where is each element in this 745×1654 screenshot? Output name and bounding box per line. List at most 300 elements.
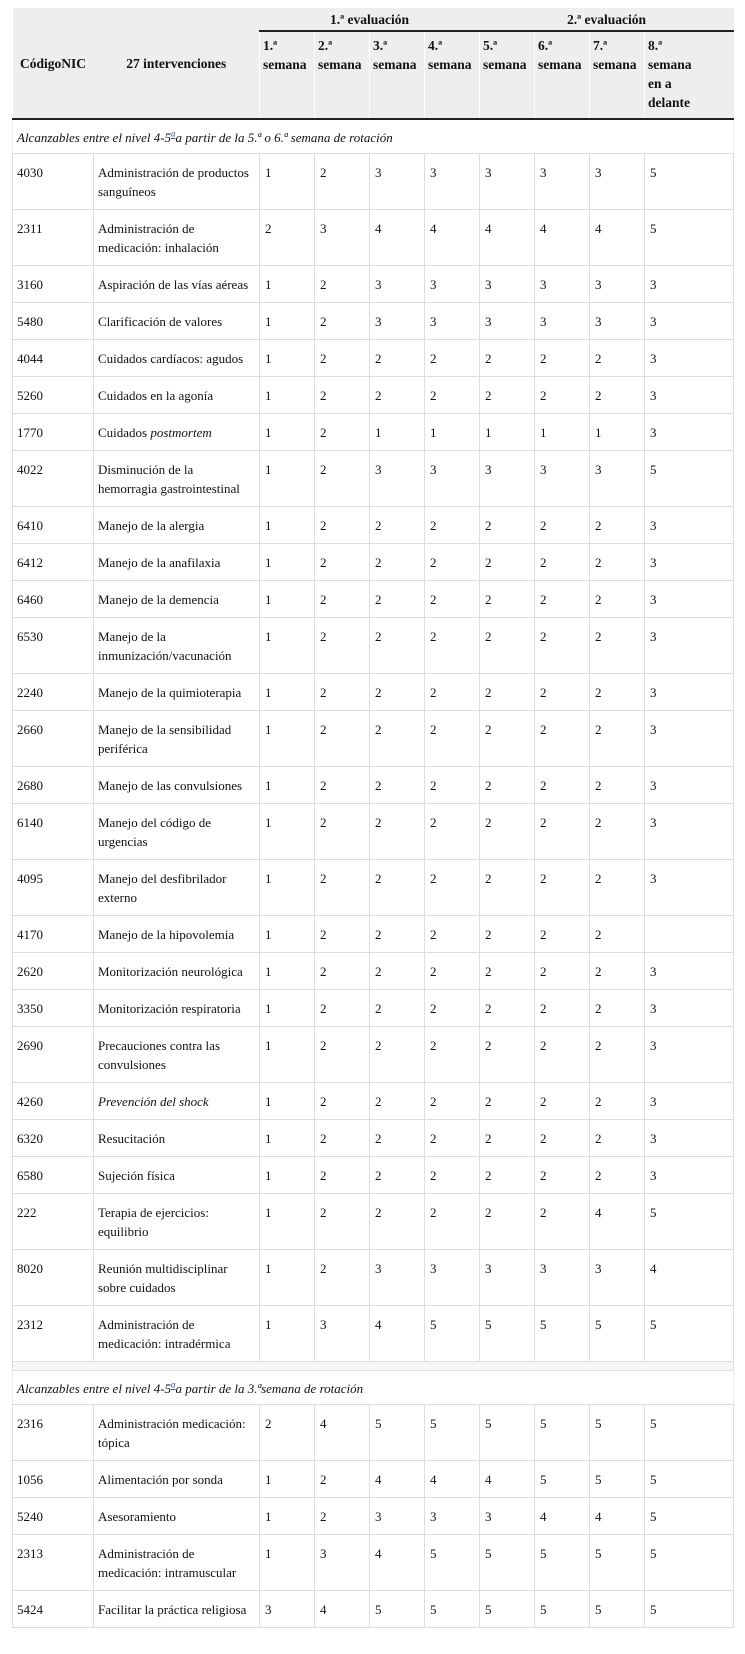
week-7-level-cell: 2 bbox=[590, 377, 645, 414]
intervention-name-cell: Manejo de la anafilaxia bbox=[94, 544, 260, 581]
week-1-level-cell: 1 bbox=[260, 581, 315, 618]
week-7-level-cell: 2 bbox=[590, 990, 645, 1027]
week-3-level-cell: 2 bbox=[370, 1120, 425, 1157]
week-2-level-cell: 2 bbox=[315, 1194, 370, 1250]
intervention-name-cell: Facilitar la práctica religiosa bbox=[94, 1591, 260, 1628]
week-8-level-cell: 3 bbox=[645, 1027, 734, 1083]
week-6-level-cell: 5 bbox=[535, 1306, 590, 1362]
week-3-level-cell: 4 bbox=[370, 210, 425, 266]
week-3-level-cell: 2 bbox=[370, 674, 425, 711]
week-3-level-cell: 2 bbox=[370, 1083, 425, 1120]
week-5-level-cell: 1 bbox=[480, 414, 535, 451]
week-3-level-cell: 5 bbox=[370, 1591, 425, 1628]
week-1-level-cell: 1 bbox=[260, 451, 315, 507]
week-2-level-cell: 2 bbox=[315, 1083, 370, 1120]
nic-code-cell: 4044 bbox=[13, 340, 94, 377]
week-2-level-cell: 2 bbox=[315, 804, 370, 860]
nic-code-cell: 2680 bbox=[13, 767, 94, 804]
week-3-level-cell: 2 bbox=[370, 507, 425, 544]
week-4-level-cell: 5 bbox=[425, 1591, 480, 1628]
week-1-level-cell: 1 bbox=[260, 674, 315, 711]
week-6-level-cell: 2 bbox=[535, 767, 590, 804]
header-week-3: 3.ª semana bbox=[370, 31, 425, 119]
week-8-level-cell: 3 bbox=[645, 990, 734, 1027]
week-8-level-cell: 3 bbox=[645, 711, 734, 767]
week-6-level-cell: 2 bbox=[535, 1157, 590, 1194]
intervention-name-cell: Manejo del código de urgencias bbox=[94, 804, 260, 860]
week-8-level-cell: 5 bbox=[645, 1306, 734, 1362]
header-code: CódigoNIC bbox=[13, 8, 94, 119]
week-1-level-cell: 1 bbox=[260, 1083, 315, 1120]
week-7-level-cell: 2 bbox=[590, 544, 645, 581]
week-1-level-cell: 1 bbox=[260, 266, 315, 303]
week-6-level-cell: 3 bbox=[535, 1250, 590, 1306]
nic-code-cell: 6140 bbox=[13, 804, 94, 860]
nic-code-cell: 1770 bbox=[13, 414, 94, 451]
week-8-level-cell: 5 bbox=[645, 210, 734, 266]
footnote-link[interactable]: a bbox=[171, 1379, 176, 1390]
nic-code-cell: 2316 bbox=[13, 1405, 94, 1461]
week-3-level-cell: 2 bbox=[370, 767, 425, 804]
nic-code-cell: 2240 bbox=[13, 674, 94, 711]
week-2-level-cell: 2 bbox=[315, 990, 370, 1027]
week-8-level-cell: 3 bbox=[645, 1120, 734, 1157]
week-7-level-cell: 1 bbox=[590, 414, 645, 451]
week-7-level-cell: 5 bbox=[590, 1306, 645, 1362]
week-2-level-cell: 2 bbox=[315, 916, 370, 953]
table-row bbox=[13, 266, 734, 303]
week-6-level-cell: 4 bbox=[535, 210, 590, 266]
week-6-level-cell: 2 bbox=[535, 916, 590, 953]
week-4-level-cell: 2 bbox=[425, 711, 480, 767]
week-6-level-cell: 5 bbox=[535, 1591, 590, 1628]
week-5-level-cell: 2 bbox=[480, 916, 535, 953]
week-5-level-cell: 2 bbox=[480, 377, 535, 414]
week-5-level-cell: 2 bbox=[480, 767, 535, 804]
week-6-level-cell: 5 bbox=[535, 1461, 590, 1498]
week-7-level-cell: 4 bbox=[590, 1194, 645, 1250]
week-7-level-cell: 2 bbox=[590, 711, 645, 767]
table-row bbox=[13, 1194, 734, 1250]
week-4-level-cell: 3 bbox=[425, 154, 480, 210]
nic-code-cell: 5424 bbox=[13, 1591, 94, 1628]
week-8-level-cell: 3 bbox=[645, 340, 734, 377]
week-6-level-cell: 4 bbox=[535, 1498, 590, 1535]
intervention-name-cell: Sujeción física bbox=[94, 1157, 260, 1194]
week-7-level-cell: 3 bbox=[590, 451, 645, 507]
week-2-level-cell: 2 bbox=[315, 507, 370, 544]
week-8-level-cell: 3 bbox=[645, 767, 734, 804]
nic-code-cell: 2313 bbox=[13, 1535, 94, 1591]
week-7-level-cell: 4 bbox=[590, 1498, 645, 1535]
nic-code-cell: 2690 bbox=[13, 1027, 94, 1083]
week-7-level-cell: 5 bbox=[590, 1405, 645, 1461]
week-2-level-cell: 2 bbox=[315, 581, 370, 618]
week-4-level-cell: 2 bbox=[425, 1120, 480, 1157]
nic-code-cell: 4170 bbox=[13, 916, 94, 953]
week-6-level-cell: 2 bbox=[535, 1083, 590, 1120]
week-8-level-cell: 5 bbox=[645, 1591, 734, 1628]
week-8-level-cell: 3 bbox=[645, 544, 734, 581]
nic-code-cell: 5240 bbox=[13, 1498, 94, 1535]
header-week-7: 7.ª semana bbox=[590, 31, 645, 119]
week-4-level-cell: 3 bbox=[425, 1250, 480, 1306]
nic-code-cell: 4095 bbox=[13, 860, 94, 916]
intervention-name-cell: Manejo de la sensibilidad periférica bbox=[94, 711, 260, 767]
week-5-level-cell: 2 bbox=[480, 1083, 535, 1120]
week-8-level-cell: 5 bbox=[645, 451, 734, 507]
week-4-level-cell: 2 bbox=[425, 507, 480, 544]
week-8-level-cell bbox=[645, 916, 734, 953]
week-6-level-cell: 1 bbox=[535, 414, 590, 451]
week-2-level-cell: 4 bbox=[315, 1405, 370, 1461]
week-3-level-cell: 3 bbox=[370, 303, 425, 340]
week-5-level-cell: 2 bbox=[480, 990, 535, 1027]
intervention-name-cell: Cuidados postmortem bbox=[94, 414, 260, 451]
week-5-level-cell: 3 bbox=[480, 154, 535, 210]
intervention-name-cell: Monitorización neurológica bbox=[94, 953, 260, 990]
week-1-level-cell: 3 bbox=[260, 1591, 315, 1628]
week-6-level-cell: 2 bbox=[535, 804, 590, 860]
week-1-level-cell: 1 bbox=[260, 916, 315, 953]
week-7-level-cell: 2 bbox=[590, 804, 645, 860]
header-week-6: 6.ª semana bbox=[535, 31, 590, 119]
week-5-level-cell: 5 bbox=[480, 1405, 535, 1461]
week-3-level-cell: 2 bbox=[370, 377, 425, 414]
intervention-name-cell: Administración de productos sanguíneos bbox=[94, 154, 260, 210]
week-4-level-cell: 5 bbox=[425, 1535, 480, 1591]
week-7-level-cell: 3 bbox=[590, 303, 645, 340]
week-6-level-cell: 2 bbox=[535, 544, 590, 581]
week-5-level-cell: 2 bbox=[480, 544, 535, 581]
week-8-level-cell: 4 bbox=[645, 1250, 734, 1306]
week-2-level-cell: 2 bbox=[315, 303, 370, 340]
week-3-level-cell: 4 bbox=[370, 1535, 425, 1591]
week-4-level-cell: 2 bbox=[425, 618, 480, 674]
nic-code-cell: 4022 bbox=[13, 451, 94, 507]
intervention-name-cell: Clarificación de valores bbox=[94, 303, 260, 340]
week-1-level-cell: 1 bbox=[260, 303, 315, 340]
week-7-level-cell: 2 bbox=[590, 340, 645, 377]
week-8-level-cell: 3 bbox=[645, 377, 734, 414]
week-2-level-cell: 2 bbox=[315, 767, 370, 804]
week-4-level-cell: 3 bbox=[425, 266, 480, 303]
section-heading-row bbox=[13, 1371, 734, 1405]
intervention-name-cell: Administración medicación: tópica bbox=[94, 1405, 260, 1461]
week-4-level-cell: 2 bbox=[425, 767, 480, 804]
week-8-level-cell: 5 bbox=[645, 1461, 734, 1498]
week-3-level-cell: 2 bbox=[370, 340, 425, 377]
week-1-level-cell: 1 bbox=[260, 340, 315, 377]
week-8-level-cell: 3 bbox=[645, 414, 734, 451]
week-4-level-cell: 2 bbox=[425, 990, 480, 1027]
week-3-level-cell: 2 bbox=[370, 711, 425, 767]
week-1-level-cell: 1 bbox=[260, 1250, 315, 1306]
table-row bbox=[13, 1498, 734, 1535]
week-3-level-cell: 3 bbox=[370, 451, 425, 507]
intervention-name-cell: Manejo de las convulsiones bbox=[94, 767, 260, 804]
week-5-level-cell: 5 bbox=[480, 1591, 535, 1628]
intervention-name-cell: Manejo de la hipovolemia bbox=[94, 916, 260, 953]
week-3-level-cell: 2 bbox=[370, 544, 425, 581]
intervention-name-cell: Prevención del shock bbox=[94, 1083, 260, 1120]
week-3-level-cell: 3 bbox=[370, 1250, 425, 1306]
week-1-level-cell: 1 bbox=[260, 1194, 315, 1250]
week-7-level-cell: 2 bbox=[590, 1027, 645, 1083]
week-6-level-cell: 2 bbox=[535, 581, 590, 618]
week-3-level-cell: 3 bbox=[370, 1498, 425, 1535]
week-4-level-cell: 2 bbox=[425, 916, 480, 953]
table-row bbox=[13, 711, 734, 767]
nic-code-cell: 4260 bbox=[13, 1083, 94, 1120]
nic-code-cell: 6410 bbox=[13, 507, 94, 544]
week-4-level-cell: 4 bbox=[425, 1461, 480, 1498]
week-4-level-cell: 2 bbox=[425, 1157, 480, 1194]
week-5-level-cell: 5 bbox=[480, 1306, 535, 1362]
week-3-level-cell: 2 bbox=[370, 916, 425, 953]
section-heading: Alcanzables entre el nivel 4-5$^a$a partir de la 3.ªsemana de rotación bbox=[13, 1371, 734, 1405]
header-week-1: 1.ª semana bbox=[260, 31, 315, 119]
nic-code-cell: 5480 bbox=[13, 303, 94, 340]
week-2-level-cell: 2 bbox=[315, 618, 370, 674]
table-row bbox=[13, 377, 734, 414]
week-8-level-cell: 3 bbox=[645, 1083, 734, 1120]
intervention-name-cell: Cuidados en la agonía bbox=[94, 377, 260, 414]
week-7-level-cell: 5 bbox=[590, 1535, 645, 1591]
table-row bbox=[13, 1405, 734, 1461]
week-7-level-cell: 2 bbox=[590, 767, 645, 804]
header-week-4: 4.ª semana bbox=[425, 31, 480, 119]
week-5-level-cell: 2 bbox=[480, 1157, 535, 1194]
intervention-name-cell: Administración de medicación: intradérmica bbox=[94, 1306, 260, 1362]
week-4-level-cell: 2 bbox=[425, 674, 480, 711]
week-5-level-cell: 2 bbox=[480, 953, 535, 990]
nic-code-cell: 6412 bbox=[13, 544, 94, 581]
week-6-level-cell: 2 bbox=[535, 990, 590, 1027]
week-6-level-cell: 2 bbox=[535, 340, 590, 377]
week-6-level-cell: 2 bbox=[535, 1194, 590, 1250]
table-row bbox=[13, 674, 734, 711]
week-3-level-cell: 2 bbox=[370, 804, 425, 860]
week-5-level-cell: 4 bbox=[480, 210, 535, 266]
header-eval-1: 1.ª evaluación bbox=[260, 8, 480, 31]
week-4-level-cell: 2 bbox=[425, 1083, 480, 1120]
week-3-level-cell: 2 bbox=[370, 581, 425, 618]
week-7-level-cell: 2 bbox=[590, 860, 645, 916]
week-2-level-cell: 3 bbox=[315, 1535, 370, 1591]
table-row bbox=[13, 1027, 734, 1083]
week-8-level-cell: 5 bbox=[645, 1498, 734, 1535]
week-3-level-cell: 2 bbox=[370, 860, 425, 916]
section-spacer bbox=[13, 1362, 734, 1371]
nic-code-cell: 2312 bbox=[13, 1306, 94, 1362]
week-5-level-cell: 3 bbox=[480, 266, 535, 303]
week-1-level-cell: 1 bbox=[260, 711, 315, 767]
table-row bbox=[13, 990, 734, 1027]
week-3-level-cell: 3 bbox=[370, 154, 425, 210]
week-4-level-cell: 2 bbox=[425, 377, 480, 414]
table-row bbox=[13, 1461, 734, 1498]
week-6-level-cell: 2 bbox=[535, 1120, 590, 1157]
section-heading: Alcanzables entre el nivel 4-5$^a$a partir de la 5.ª o 6.ª semana de rotación bbox=[13, 119, 734, 154]
table-row bbox=[13, 1083, 734, 1120]
week-5-level-cell: 2 bbox=[480, 340, 535, 377]
week-5-level-cell: 2 bbox=[480, 618, 535, 674]
week-5-level-cell: 3 bbox=[480, 303, 535, 340]
header-interventions: 27 intervenciones bbox=[94, 8, 260, 119]
week-5-level-cell: 2 bbox=[480, 1027, 535, 1083]
nic-code-cell: 8020 bbox=[13, 1250, 94, 1306]
week-3-level-cell: 2 bbox=[370, 1027, 425, 1083]
week-4-level-cell: 3 bbox=[425, 303, 480, 340]
table-row bbox=[13, 544, 734, 581]
intervention-name-cell: Reunión multidisciplinar sobre cuidados bbox=[94, 1250, 260, 1306]
table-row bbox=[13, 154, 734, 210]
week-2-level-cell: 3 bbox=[315, 210, 370, 266]
week-7-level-cell: 2 bbox=[590, 1157, 645, 1194]
table-row bbox=[13, 860, 734, 916]
intervention-name-cell: Aspiración de las vías aéreas bbox=[94, 266, 260, 303]
intervention-name-cell: Resucitación bbox=[94, 1120, 260, 1157]
intervention-name-cell: Asesoramiento bbox=[94, 1498, 260, 1535]
week-1-level-cell: 1 bbox=[260, 507, 315, 544]
week-8-level-cell: 5 bbox=[645, 1405, 734, 1461]
week-7-level-cell: 2 bbox=[590, 507, 645, 544]
week-3-level-cell: 3 bbox=[370, 266, 425, 303]
intervention-name-cell: Manejo de la alergia bbox=[94, 507, 260, 544]
week-4-level-cell: 2 bbox=[425, 1194, 480, 1250]
week-1-level-cell: 1 bbox=[260, 1535, 315, 1591]
week-5-level-cell: 2 bbox=[480, 860, 535, 916]
week-3-level-cell: 2 bbox=[370, 1157, 425, 1194]
intervention-name-cell: Administración de medicación: intramuscular bbox=[94, 1535, 260, 1591]
week-5-level-cell: 2 bbox=[480, 674, 535, 711]
intervention-name-cell: Terapia de ejercicios: equilibrio bbox=[94, 1194, 260, 1250]
week-2-level-cell: 4 bbox=[315, 1591, 370, 1628]
intervention-name-cell: Alimentación por sonda bbox=[94, 1461, 260, 1498]
week-5-level-cell: 2 bbox=[480, 1194, 535, 1250]
week-5-level-cell: 4 bbox=[480, 1461, 535, 1498]
week-8-level-cell: 3 bbox=[645, 507, 734, 544]
week-4-level-cell: 4 bbox=[425, 210, 480, 266]
week-4-level-cell: 2 bbox=[425, 1027, 480, 1083]
table-row bbox=[13, 1306, 734, 1362]
week-8-level-cell: 3 bbox=[645, 303, 734, 340]
intervention-name-cell: Cuidados cardíacos: agudos bbox=[94, 340, 260, 377]
week-1-level-cell: 1 bbox=[260, 804, 315, 860]
table-row bbox=[13, 1157, 734, 1194]
week-6-level-cell: 3 bbox=[535, 154, 590, 210]
table-body bbox=[13, 119, 734, 1628]
week-1-level-cell: 1 bbox=[260, 1120, 315, 1157]
nic-code-cell: 6580 bbox=[13, 1157, 94, 1194]
week-3-level-cell: 2 bbox=[370, 990, 425, 1027]
week-6-level-cell: 2 bbox=[535, 953, 590, 990]
week-4-level-cell: 2 bbox=[425, 860, 480, 916]
week-2-level-cell: 2 bbox=[315, 1027, 370, 1083]
week-3-level-cell: 4 bbox=[370, 1306, 425, 1362]
week-3-level-cell: 4 bbox=[370, 1461, 425, 1498]
nic-code-cell: 2620 bbox=[13, 953, 94, 990]
week-1-level-cell: 1 bbox=[260, 377, 315, 414]
week-8-level-cell: 3 bbox=[645, 674, 734, 711]
week-4-level-cell: 3 bbox=[425, 1498, 480, 1535]
week-7-level-cell: 3 bbox=[590, 154, 645, 210]
week-8-level-cell: 3 bbox=[645, 860, 734, 916]
table-header bbox=[13, 8, 734, 119]
week-2-level-cell: 2 bbox=[315, 266, 370, 303]
week-2-level-cell: 2 bbox=[315, 1250, 370, 1306]
week-6-level-cell: 2 bbox=[535, 711, 590, 767]
week-2-level-cell: 2 bbox=[315, 1120, 370, 1157]
nic-code-cell: 1056 bbox=[13, 1461, 94, 1498]
table-row bbox=[13, 581, 734, 618]
week-1-level-cell: 1 bbox=[260, 1157, 315, 1194]
nic-code-cell: 2660 bbox=[13, 711, 94, 767]
footnote-link[interactable]: a bbox=[171, 128, 176, 139]
week-1-level-cell: 1 bbox=[260, 990, 315, 1027]
nic-code-cell: 3160 bbox=[13, 266, 94, 303]
header-week-5: 5.ª semana bbox=[480, 31, 535, 119]
week-6-level-cell: 2 bbox=[535, 377, 590, 414]
table-row bbox=[13, 1535, 734, 1591]
week-1-level-cell: 1 bbox=[260, 618, 315, 674]
table-row bbox=[13, 1250, 734, 1306]
week-5-level-cell: 2 bbox=[480, 581, 535, 618]
week-5-level-cell: 2 bbox=[480, 1120, 535, 1157]
week-2-level-cell: 2 bbox=[315, 1461, 370, 1498]
week-1-level-cell: 1 bbox=[260, 1498, 315, 1535]
nic-code-cell: 2311 bbox=[13, 210, 94, 266]
week-4-level-cell: 2 bbox=[425, 804, 480, 860]
week-2-level-cell: 2 bbox=[315, 1157, 370, 1194]
week-6-level-cell: 2 bbox=[535, 618, 590, 674]
week-1-level-cell: 1 bbox=[260, 544, 315, 581]
week-4-level-cell: 2 bbox=[425, 581, 480, 618]
nic-code-cell: 6460 bbox=[13, 581, 94, 618]
week-1-level-cell: 2 bbox=[260, 210, 315, 266]
header-week-2: 2.ª semana bbox=[315, 31, 370, 119]
table-row bbox=[13, 414, 734, 451]
nic-code-cell: 5260 bbox=[13, 377, 94, 414]
week-2-level-cell: 2 bbox=[315, 340, 370, 377]
table-row bbox=[13, 451, 734, 507]
week-5-level-cell: 5 bbox=[480, 1535, 535, 1591]
week-5-level-cell: 2 bbox=[480, 507, 535, 544]
week-2-level-cell: 2 bbox=[315, 414, 370, 451]
header-eval-2: 2.ª evaluación bbox=[480, 8, 734, 31]
week-6-level-cell: 3 bbox=[535, 451, 590, 507]
nic-interventions-table bbox=[12, 8, 734, 1628]
week-2-level-cell: 2 bbox=[315, 711, 370, 767]
week-2-level-cell: 2 bbox=[315, 860, 370, 916]
week-8-level-cell: 5 bbox=[645, 154, 734, 210]
week-1-level-cell: 1 bbox=[260, 1306, 315, 1362]
intervention-name-cell: Administración de medicación: inhalación bbox=[94, 210, 260, 266]
week-2-level-cell: 2 bbox=[315, 674, 370, 711]
week-2-level-cell: 2 bbox=[315, 544, 370, 581]
intervention-name-cell: Precauciones contra las convulsiones bbox=[94, 1027, 260, 1083]
intervention-name-cell: Manejo de la inmunización/vacunación bbox=[94, 618, 260, 674]
table-row bbox=[13, 210, 734, 266]
nic-code-cell: 222 bbox=[13, 1194, 94, 1250]
week-7-level-cell: 2 bbox=[590, 916, 645, 953]
week-4-level-cell: 1 bbox=[425, 414, 480, 451]
week-4-level-cell: 5 bbox=[425, 1306, 480, 1362]
week-8-level-cell: 3 bbox=[645, 581, 734, 618]
week-8-level-cell: 3 bbox=[645, 618, 734, 674]
week-7-level-cell: 4 bbox=[590, 210, 645, 266]
